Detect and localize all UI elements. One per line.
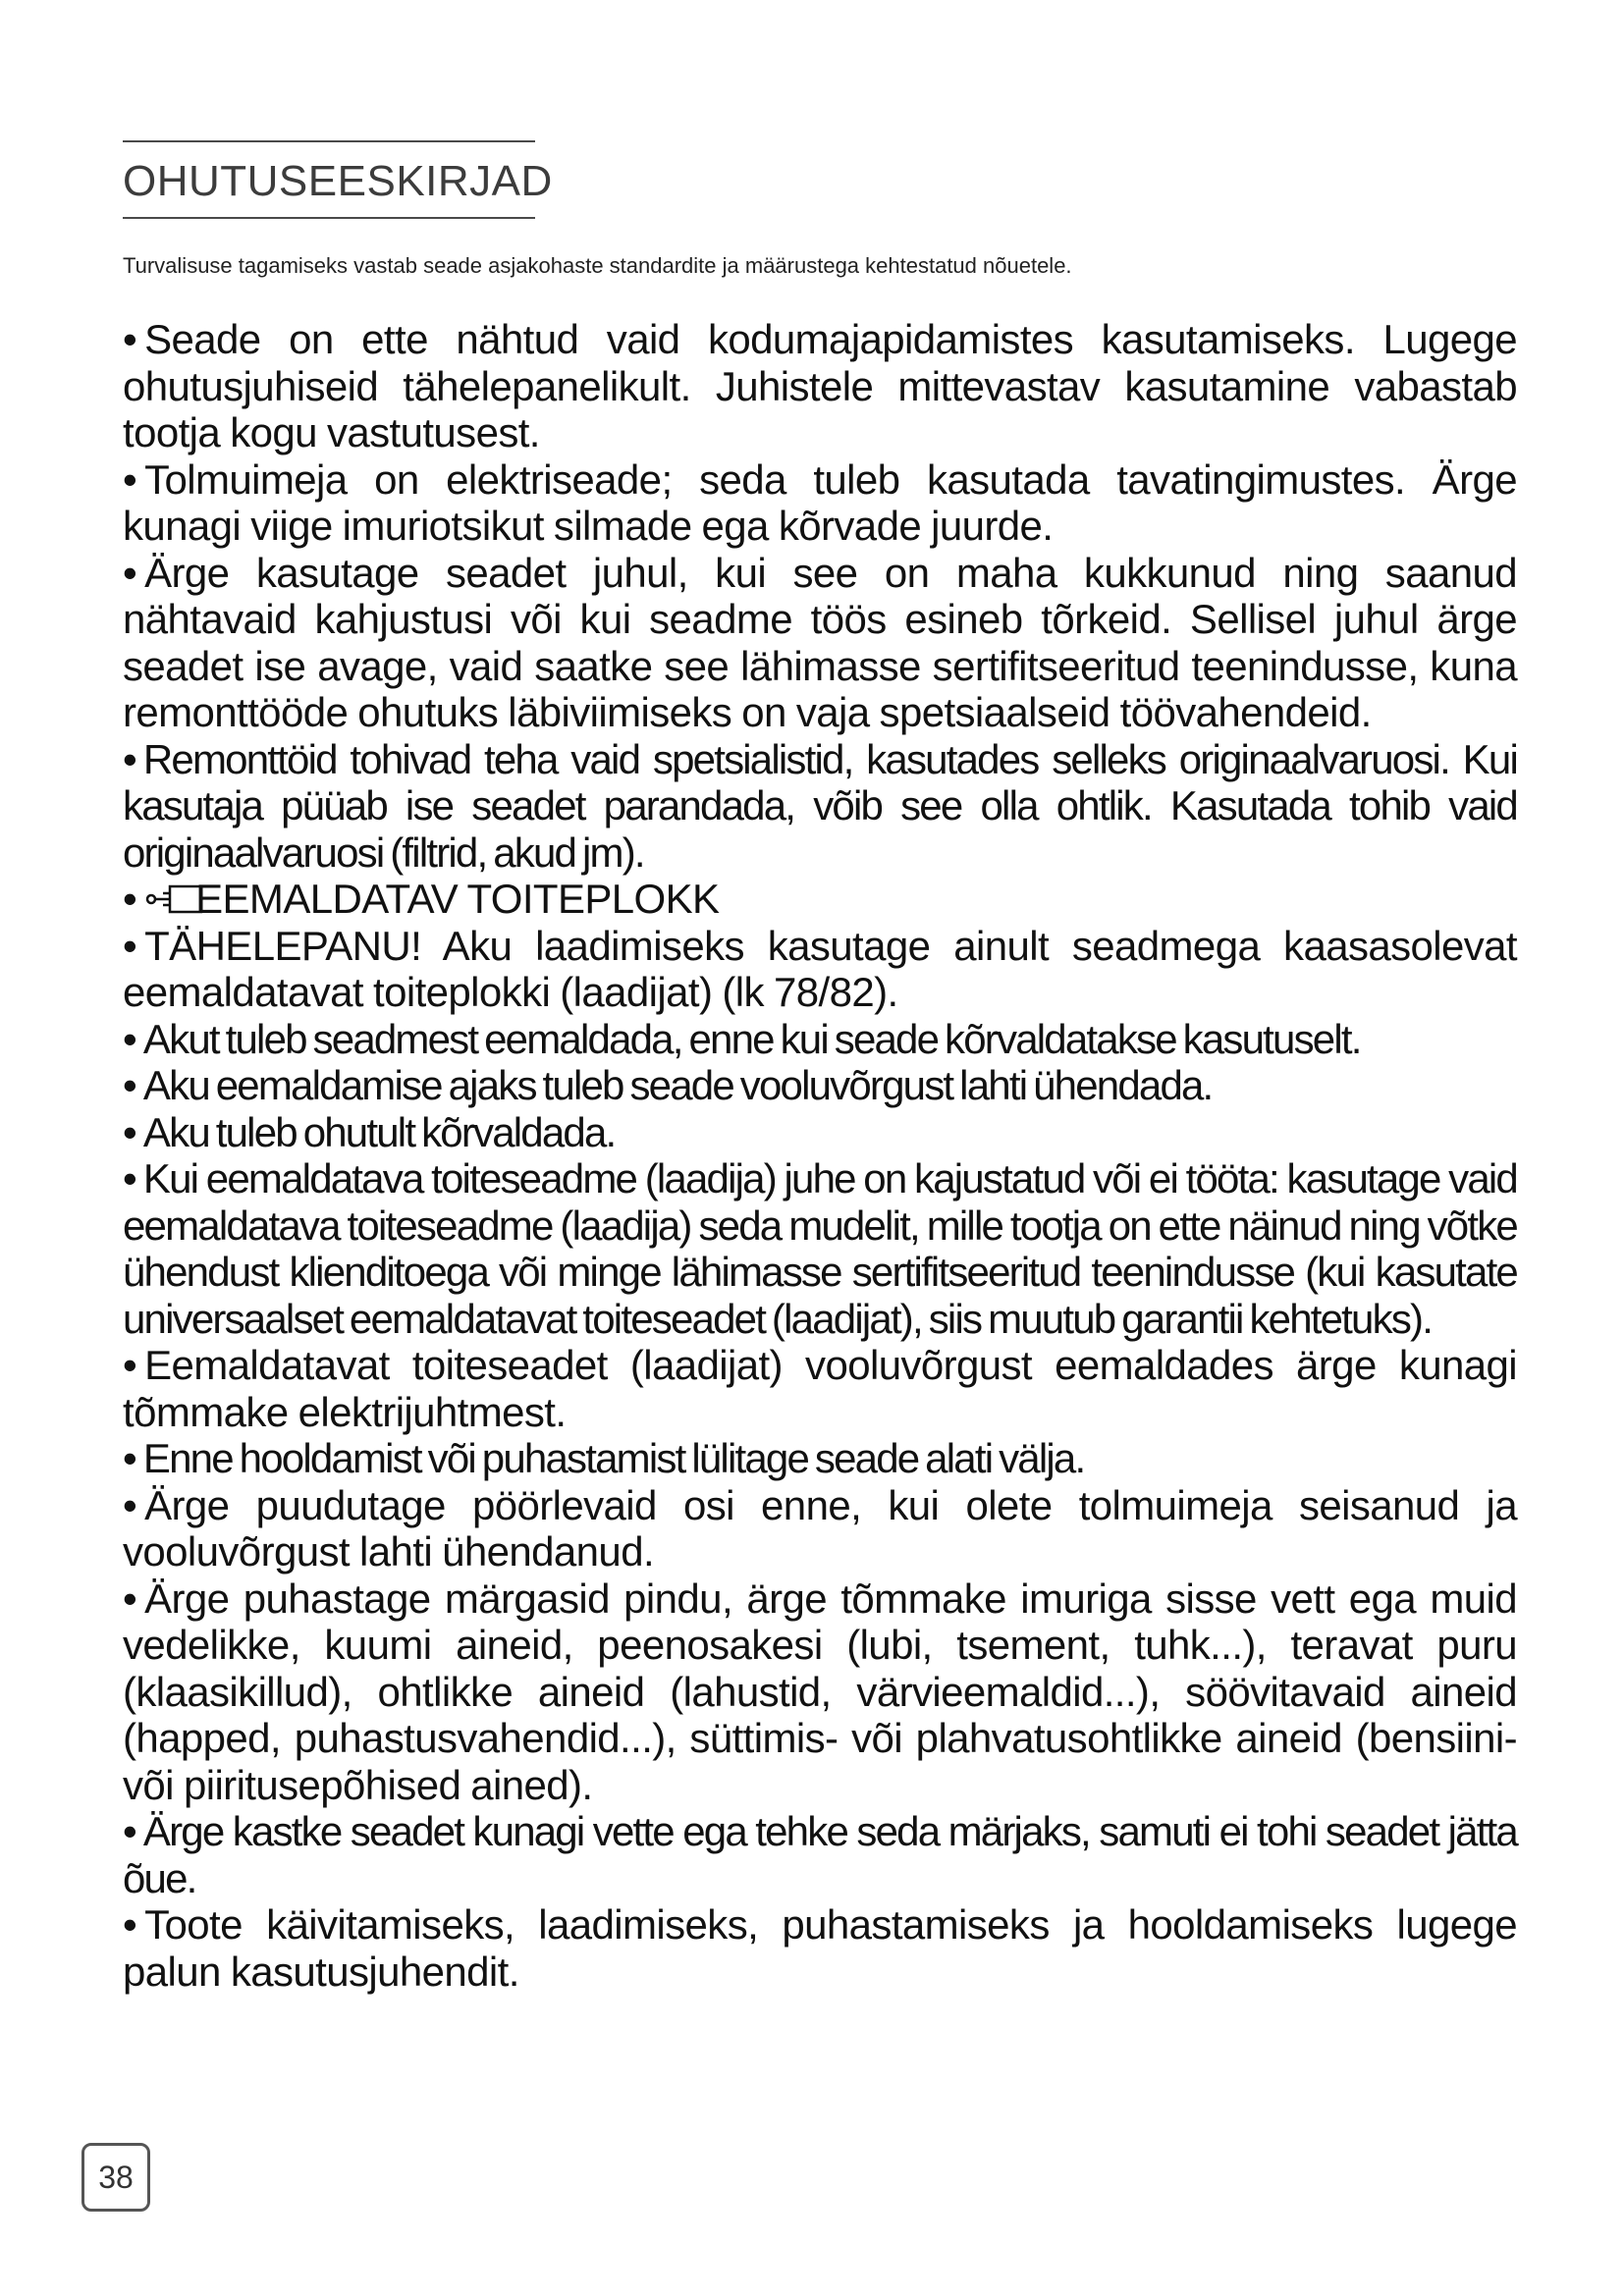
bullet: • [123,876,137,922]
list-item-text: Kui eemaldatava toiteseadme (laadija) juhe on kajustatud või ei tööta: kasutage vaid eemaldatava toiteseadme (laadija) seda mudelit, mille tootja on ette näinud ning võtke ühendust klienditoega või minge lähimasse sertifitseeritud teenindusse (kui kasutate universaalset eemaldatavat toiteseadet (laadijat), siis muutub garantii kehtetuks). [123,1155,1517,1342]
list-item [123,1808,1517,1901]
intro-text: Turvalisuse tagamiseks vastab seade asjakohaste standardite ja määrustega kehtestatud nõuetele. [123,253,1072,278]
list-item-text: Toote käivitamiseks, laadimiseks, puhastamiseks ja hooldamiseks lugege palun kasutusjuhendit. [123,1901,1517,1995]
list-item-text: Aku tuleb ohutult kõrvaldada. [142,1108,616,1155]
list-item [123,1435,1517,1482]
bullet: • [123,735,135,782]
list-item-text: Ärge kasutage seadet juhul, kui see on maha kukkunud ning saanud nähtavaid kahjustusi või kui seadme töös esineb tõrkeid. Sellisel juhul ärge seadet ise avage, vaid saatke see lähimasse sertifitseeritud teenindusse, kuna remonttööde ohutuks läbiviimiseks on vaja spetsiaalseid töövahendeid. [123,549,1517,735]
list-item-text: EEMALDATAV TOITEPLOKK [195,876,720,922]
list-item-text: Seade on ette nähtud vaid kodumajapidamistes kasutamiseks. Lugege ohutusjuhiseid tähelepanelikult. Juhistele mittevastav kasutamine vabastab tootja kogu vastutusest. [123,316,1517,455]
list-item [123,1109,1517,1156]
bullet: • [123,1062,135,1108]
list-item [123,1575,1517,1809]
top-rule [123,140,535,142]
bullet: • [123,316,137,362]
page-title: OHUTUSEESKIRJAD [123,157,553,205]
bottom-rule [123,217,535,219]
list-item-text: Aku eemaldamise ajaks tuleb seade vooluvõrgust lahti ühendada. [142,1062,1213,1108]
list-item [123,456,1517,550]
list-item-text: Ärge puudutage pöörlevaid osi enne, kui olete tolmuimeja seisanud ja vooluvõrgust lahti ühendanud. [123,1481,1517,1575]
list-item [123,550,1517,736]
bullet: • [123,1155,135,1201]
list-item [123,1342,1517,1435]
bullet: • [123,1575,137,1622]
list-item-text: TÄHELEPANU! Aku laadimiseks kasutage ainult seadmega kaasasolevat eemaldatavat toiteplokki (laadijat) (lk 78/82). [123,922,1517,1015]
list-item-text: Ärge puhastage märgasid pindu, ärge tõmmake imuriga sisse vett ega muid vedelikke, kuumi aineid, peenosakesi (lubi, tsement, tuhk...), teravat puru (klaasikillud), ohtlikke aineid (lahustid, värvieemaldid...), söövitavaid aineid (happed, puhastusvahendid...), süttimis- või plahvatusohtlikke aineid (bensiini- või piiritusepõhised ained). [123,1575,1517,1808]
list-item [123,1062,1517,1109]
list-item [123,876,1517,923]
page-number: 38 [81,2143,150,2212]
bullet: • [123,1015,135,1062]
bullet: • [123,549,137,596]
bullet: • [123,1481,137,1528]
list-item [123,736,1517,877]
list-item [123,316,1517,456]
bullet: • [123,1342,137,1388]
list-item-text: Ärge kastke seadet kunagi vette ega tehke seda märjaks, samuti ei tohi seadet jätta õue. [123,1808,1517,1901]
list-item-text: Enne hooldamist või puhastamist lülitage seade alati välja. [142,1435,1085,1481]
list-item [123,1155,1517,1342]
bullet: • [123,1808,135,1854]
list-item-text: Eemaldatavat toiteseadet (laadijat) vooluvõrgust eemaldades ärge kunagi tõmmake elektrijuhtmest. [123,1342,1517,1435]
list-item-text: Tolmuimeja on elektriseade; seda tuleb kasutada tavatingimustes. Ärge kunagi viige imuriotsikut silmade ega kõrvade juurde. [123,455,1517,549]
bullet: • [123,1901,137,1948]
list-item [123,1901,1517,1995]
list-item [123,923,1517,1016]
bullet: • [123,922,137,969]
section-header [123,140,553,219]
list-item-text: Akut tuleb seadmest eemaldada, enne kui seade kõrvaldatakse kasutuselt. [142,1015,1361,1062]
list-item [123,1482,1517,1575]
bullet: • [123,455,137,503]
bullet: • [123,1435,135,1481]
list-item-text: Remonttöid tohivad teha vaid spetsialistid, kasutades selleks originaalvaruosi. Kui kasutaja püüab ise seadet parandada, võib see olla ohtlik. Kasutada tohib vaid originaalvaruosi (filtrid, akud jm). [123,735,1517,876]
bullet: • [123,1108,135,1155]
list-item [123,1016,1517,1063]
safety-list [123,316,1517,1995]
